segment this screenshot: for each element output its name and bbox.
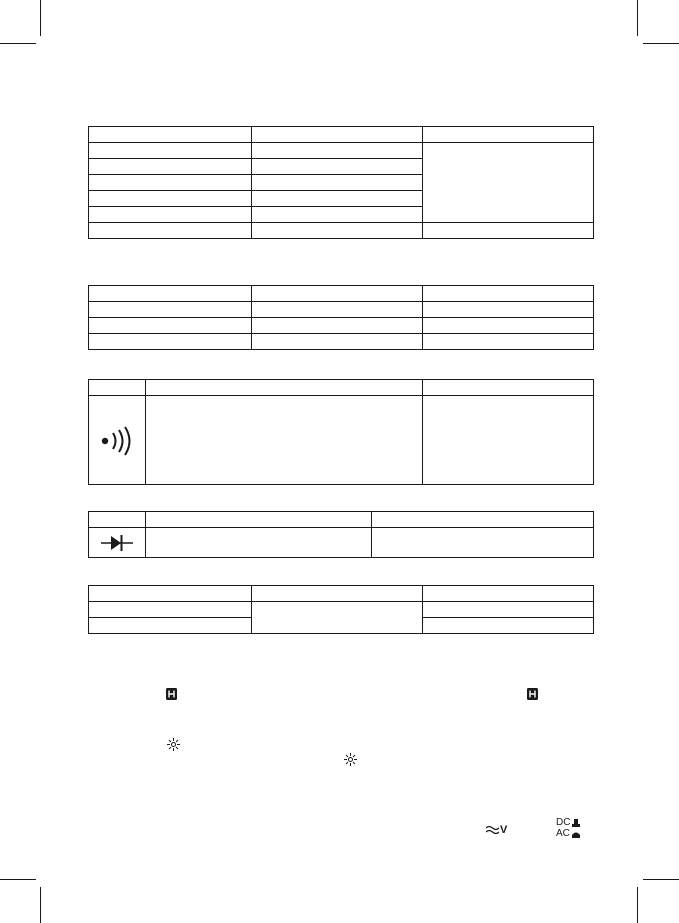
crop-mark-bottom-right-vertical xyxy=(637,887,638,923)
ac-voltage-letter: V xyxy=(500,824,508,836)
table-cell xyxy=(89,191,252,207)
table-cell xyxy=(252,175,423,191)
table-cell xyxy=(252,286,423,302)
crop-mark-bottom-left-vertical xyxy=(40,887,41,923)
crop-mark-bottom-right-horizontal xyxy=(643,879,679,880)
table-cell xyxy=(423,318,594,334)
spec-table-1 xyxy=(88,126,594,239)
table-cell xyxy=(89,127,252,143)
table-cell xyxy=(89,207,252,223)
table-row xyxy=(89,318,594,334)
crop-mark-bottom-left-horizontal xyxy=(0,879,36,880)
table-cell xyxy=(89,143,252,159)
table-cell xyxy=(252,318,423,334)
spec-table-diode xyxy=(88,511,594,558)
table-cell xyxy=(89,223,252,239)
crop-mark-top-left-horizontal xyxy=(0,43,36,44)
table-cell xyxy=(89,396,146,485)
table-cell xyxy=(89,380,146,396)
table-cell xyxy=(89,318,252,334)
approx-wave-icon xyxy=(486,824,499,836)
table-cell xyxy=(89,286,252,302)
table-cell xyxy=(89,602,252,618)
table-cell xyxy=(252,207,423,223)
spec-table-continuity xyxy=(88,379,594,485)
table-cell xyxy=(423,302,594,318)
table-cell xyxy=(423,586,594,602)
table-row xyxy=(89,302,594,318)
table-cell xyxy=(252,586,423,602)
table-cell xyxy=(89,512,146,528)
backlight-icon xyxy=(167,738,180,751)
table-cell xyxy=(146,380,423,396)
table-row xyxy=(89,528,594,558)
spec-table-2 xyxy=(88,285,594,350)
table-row xyxy=(89,512,594,528)
table-cell xyxy=(252,334,423,350)
table-cell-merged xyxy=(252,602,423,634)
crop-mark-top-right-horizontal xyxy=(643,43,679,44)
table-cell xyxy=(252,159,423,175)
hold-icon xyxy=(527,688,538,700)
table-cell-merged xyxy=(423,143,594,223)
diode-icon xyxy=(101,534,133,552)
table-row xyxy=(89,334,594,350)
table-cell xyxy=(252,143,423,159)
table-cell xyxy=(423,602,594,618)
table-cell xyxy=(89,586,252,602)
continuity-sound-icon xyxy=(100,426,136,456)
table-cell xyxy=(89,159,252,175)
table-cell xyxy=(89,334,252,350)
backlight-icon xyxy=(344,753,357,766)
dc-label: DC xyxy=(556,817,571,828)
table-cell xyxy=(252,127,423,143)
table-row xyxy=(89,396,594,485)
table-row xyxy=(89,380,594,396)
table-cell xyxy=(252,191,423,207)
table-cell xyxy=(423,286,594,302)
table-row xyxy=(89,286,594,302)
table-cell xyxy=(423,618,594,634)
table-cell xyxy=(89,618,252,634)
table-cell xyxy=(146,512,372,528)
mode-indicator-icon xyxy=(572,818,580,840)
table-row xyxy=(89,143,594,159)
ac-label: AC xyxy=(556,828,570,839)
table-cell xyxy=(423,127,594,143)
dc-ac-icon xyxy=(556,818,584,842)
table-row xyxy=(89,223,594,239)
ac-voltage-icon xyxy=(486,823,510,837)
table-cell xyxy=(423,223,594,239)
table-cell xyxy=(423,396,594,485)
table-cell xyxy=(372,528,594,558)
hold-icon xyxy=(166,688,177,700)
table-cell xyxy=(89,175,252,191)
spec-table-5 xyxy=(88,585,594,634)
table-row xyxy=(89,602,594,618)
table-row xyxy=(89,127,594,143)
table-cell xyxy=(372,512,594,528)
table-row xyxy=(89,586,594,602)
table-cell xyxy=(146,396,423,485)
table-cell xyxy=(146,528,372,558)
table-cell xyxy=(89,528,146,558)
table-cell xyxy=(252,302,423,318)
table-cell xyxy=(89,302,252,318)
crop-mark-top-left-vertical xyxy=(40,0,41,36)
table-cell xyxy=(252,223,423,239)
crop-mark-top-right-vertical xyxy=(637,0,638,36)
table-cell xyxy=(423,334,594,350)
table-cell xyxy=(423,380,594,396)
